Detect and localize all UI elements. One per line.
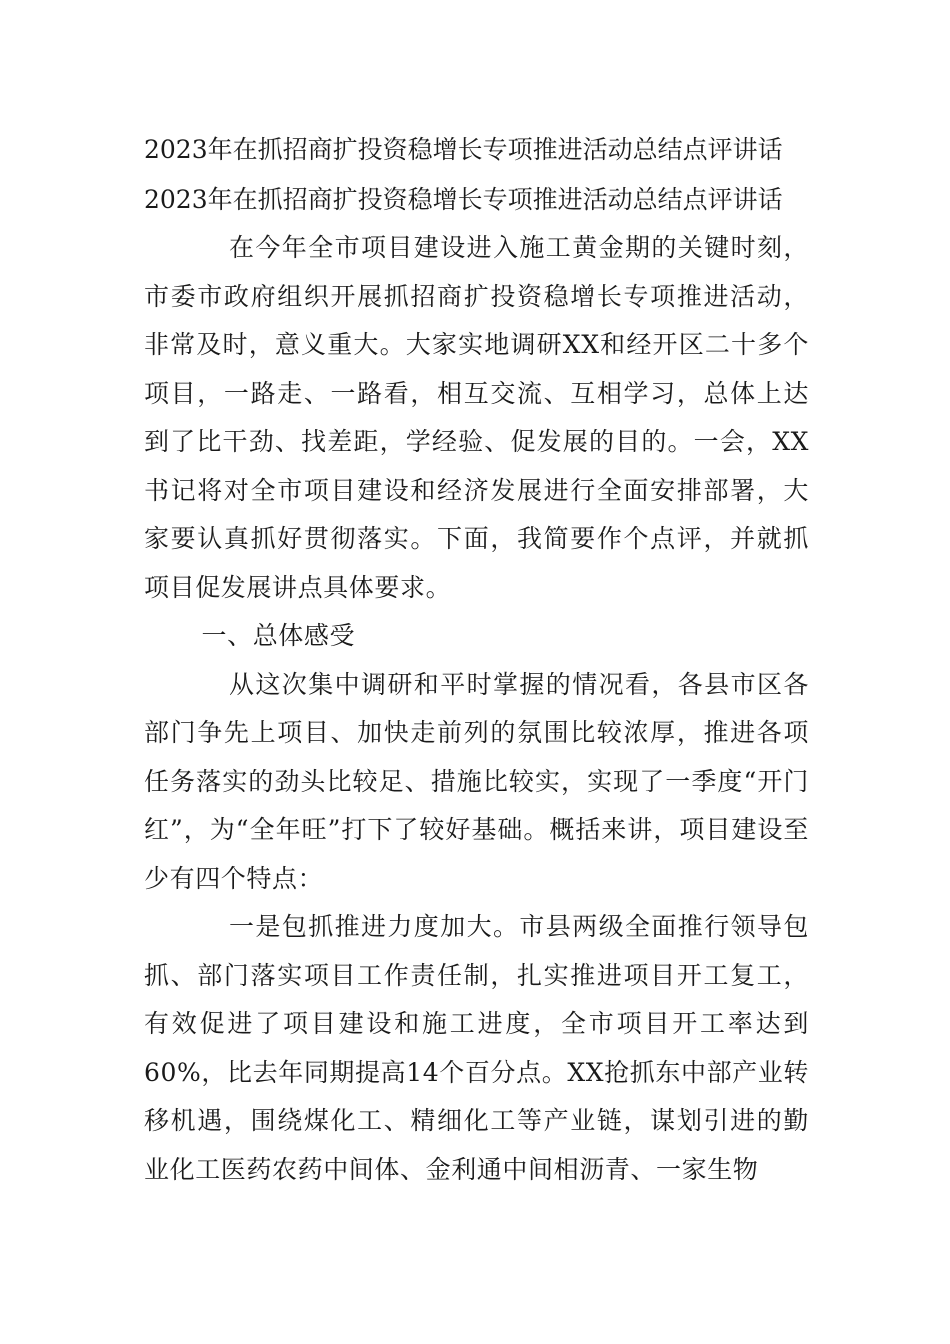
section-heading: 一、总体感受 (201, 621, 356, 650)
document-body (144, 224, 809, 1194)
document-title: 2023年在抓招商扩投资稳增长专项推进活动总结点评讲话 (144, 135, 783, 164)
paragraph-intro: 在今年全市项目建设进入施工黄金期的关键时刻，市委市政府组织开展抓招商扩投资稳增长专项推进活动，非常及时，意义重大。大家实地调研XX和经开区二十多个项目，一路走、一路看，相互交流、互相学习，总体上达到了比干劲、找差距，学经验、促发展的目的。一会，XX书记将对全市项目建设和经济发展进行全面安排部署，大家要认真抓好贯彻落实。下面，我简要作个点评，并就抓项目促发展讲点具体要求。 (144, 233, 809, 602)
paragraph-overview: 从这次集中调研和平时掌握的情况看，各县市区各部门争先上项目、加快走前列的氛围比较浓厚，推进各项任务落实的劲头比较足、措施比较实，实现了一季度“开门红”，为“全年旺”打下了较好基础。概括来讲，项目建设至少有四个特点： (144, 669, 809, 893)
document-title-repeat: 2023年在抓招商扩投资稳增长专项推进活动总结点评讲话 (144, 185, 783, 214)
paragraph-point-one: 一是包抓推进力度加大。市县两级全面推行领导包抓、部门落实项目工作责任制，扎实推进项目开工复工，有效促进了项目建设和施工进度，全市项目开工率达到60%，比去年同期提高14个百分点。XX抢抓东中部产业转移机遇，围绕煤化工、精细化工等产业链，谋划引进的勤业化工医药农药中间体、金利通中间相沥青、一家生物 (144, 912, 809, 1184)
